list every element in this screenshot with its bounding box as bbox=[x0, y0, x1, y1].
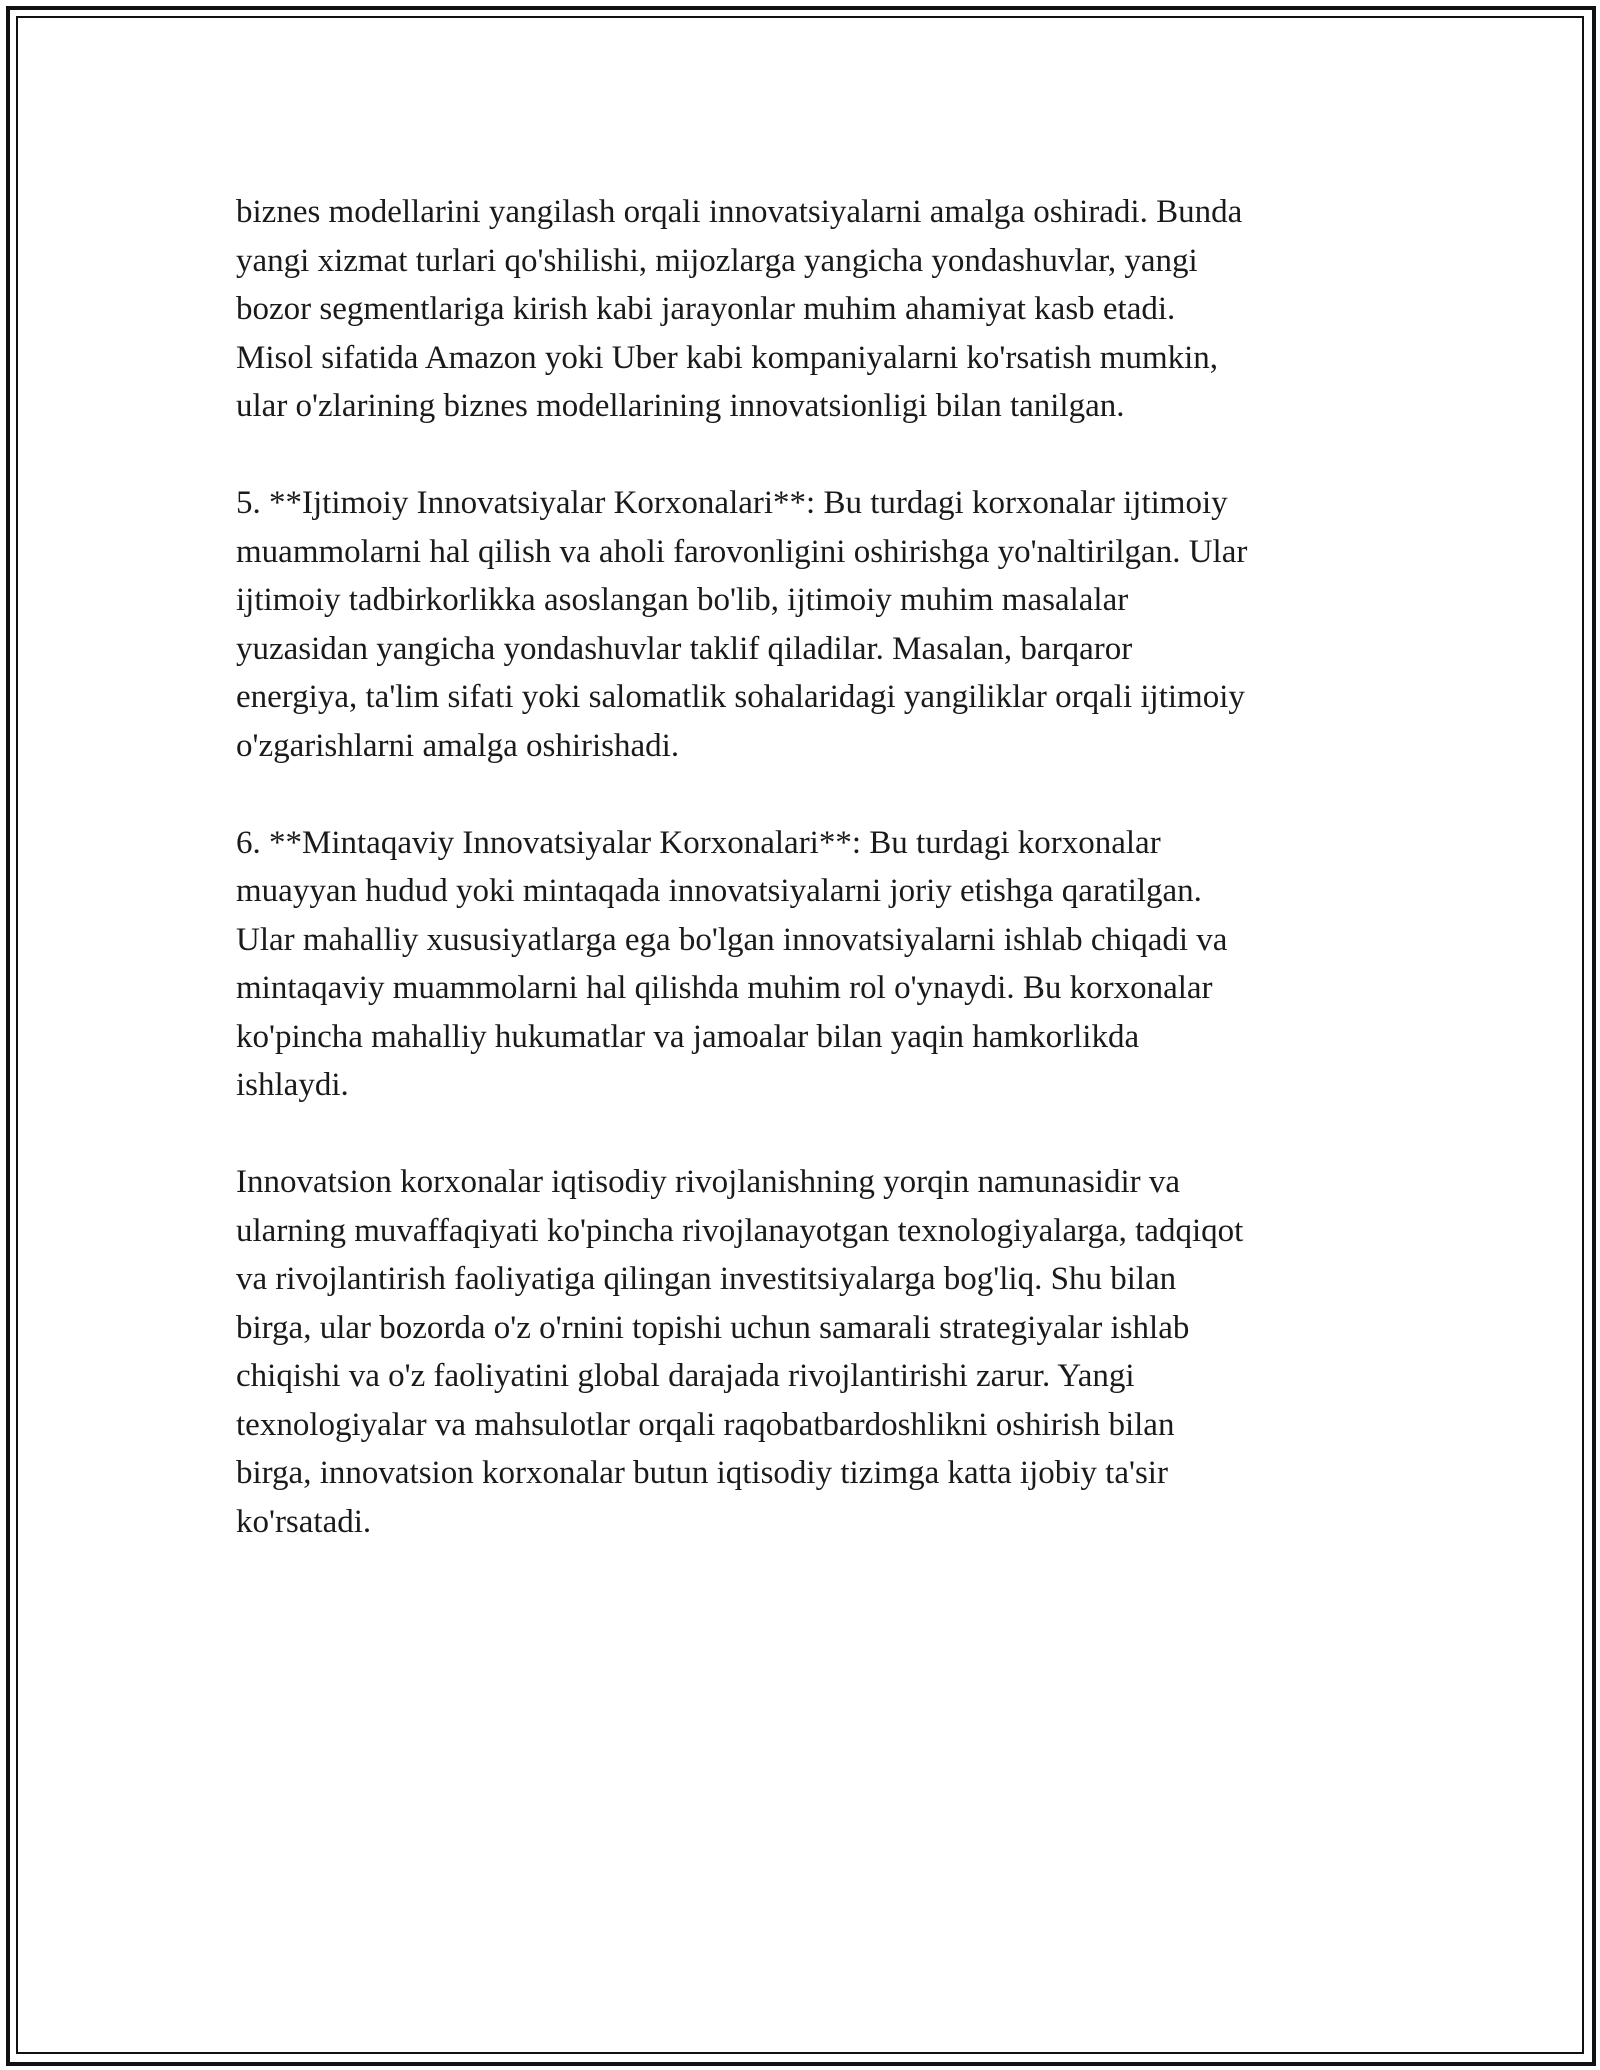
text-line: birga, innovatsion korxonalar butun iqtisodiy tizimga katta ijobiy ta'sir bbox=[236, 1455, 1168, 1491]
document-body bbox=[236, 188, 1376, 1595]
paragraph-conclusion bbox=[236, 1158, 1376, 1546]
text-line: yuzasidan yangicha yondashuvlar taklif qiladilar. Masalan, barqaror bbox=[236, 630, 1133, 667]
text-line: mintaqaviy muammolarni hal qilishda muhim rol o'ynaydi. Bu korxonalar bbox=[236, 970, 1213, 1006]
text-line: yangi xizmat turlari qo'shilishi, mijozlarga yangicha yondashuvlar, yangi bbox=[236, 242, 1198, 279]
text-line: Ular mahalliy xususiyatlarga ega bo'lgan innovatsiyalarni ishlab chiqadi va bbox=[236, 921, 1228, 958]
text-line: ijtimoiy tadbirkorlikka asoslangan bo'lib, ijtimoiy muhim masalalar bbox=[236, 582, 1129, 618]
text-line: biznes modellarini yangilash orqali innovatsiyalarni amalga oshiradi. Bunda bbox=[236, 194, 1243, 230]
text-line: Misol sifatida Amazon yoki Uber kabi kompaniyalarni ko'rsatish mumkin, bbox=[236, 339, 1219, 376]
paragraph-regional-innovation bbox=[236, 819, 1376, 1110]
text-line: birga, ular bozorda o'z o'rnini topishi uchun samarali strategiyalar ishlab bbox=[236, 1309, 1190, 1346]
text-line: chiqishi va o'z faoliyatini global darajada rivojlantirishi zarur. Yangi bbox=[236, 1358, 1135, 1394]
text-line: muammolarni hal qilish va aholi farovonligini oshirishga yo'naltirilgan. Ular bbox=[236, 533, 1248, 570]
text-line: ularning muvaffaqiyati ko'pincha rivojlanayotgan texnologiyalarga, tadqiqot bbox=[236, 1212, 1244, 1249]
text-line: ular o'zlarining biznes modellarining innovatsionligi bilan tanilgan. bbox=[236, 388, 1125, 424]
text-line: ishlaydi. bbox=[236, 1067, 349, 1103]
text-line: texnologiyalar va mahsulotlar orqali raqobatbardoshlikni oshirish bilan bbox=[236, 1406, 1175, 1443]
text-line: va rivojlantirish faoliyatiga qilingan investitsiyalarga bog'liq. Shu bilan bbox=[236, 1261, 1177, 1297]
text-line: energiya, ta'lim sifati yoki salomatlik sohalaridagi yangiliklar orqali ijtimoiy bbox=[236, 679, 1245, 715]
text-line: ko'pincha mahalliy hukumatlar va jamoalar bilan yaqin hamkorlikda bbox=[236, 1018, 1140, 1055]
text-line: o'zgarishlarni amalga oshirishadi. bbox=[236, 727, 680, 764]
text-line: ko'rsatadi. bbox=[236, 1503, 372, 1540]
text-line: 5. **Ijtimoiy Innovatsiyalar Korxonalari**: Bu turdagi korxonalar ijtimoiy bbox=[236, 485, 1228, 521]
text-line: bozor segmentlariga kirish kabi jarayonlar muhim ahamiyat kasb etadi. bbox=[236, 291, 1176, 327]
paragraph-business-model-continuation bbox=[236, 188, 1376, 431]
text-line: 6. **Mintaqaviy Innovatsiyalar Korxonalari**: Bu turdagi korxonalar bbox=[236, 824, 1161, 861]
text-line: muayyan hudud yoki mintaqada innovatsiyalarni joriy etishga qaratilgan. bbox=[236, 873, 1202, 909]
text-line: Innovatsion korxonalar iqtisodiy rivojlanishning yorqin namunasidir va bbox=[236, 1164, 1181, 1200]
paragraph-social-innovation bbox=[236, 479, 1376, 770]
